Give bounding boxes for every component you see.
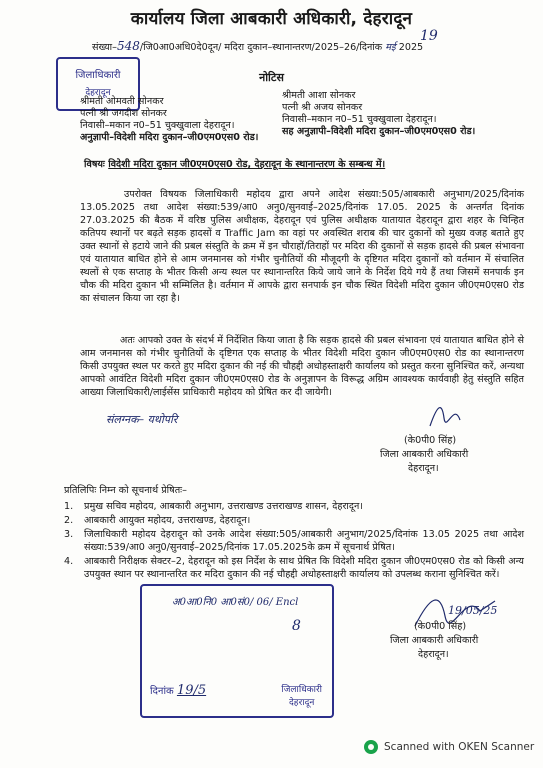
copy-item [64, 500, 524, 513]
sign2-name: (के0पी0 सिंह) [414, 621, 467, 632]
receipt-office-line1: जिलाधिकारी [281, 685, 322, 695]
recipient-right [282, 90, 532, 138]
recipient-left-license: अनुज्ञापी–विदेशी मदिरा दुकान–जी0एम0एस0 रोड। [80, 132, 259, 143]
reference-line [92, 40, 532, 54]
copy-item-num: 4. [64, 556, 74, 567]
receipt-date-handwritten: 19/5 [176, 683, 207, 698]
subject-text: विदेशी मदिरा दुकान जी0एम0एस0 रोड, देहरादून के स्थानान्तरण के सम्बन्ध में। [108, 159, 386, 170]
copy-item-num: 1. [64, 501, 74, 512]
receipt-office-line2: देहरादून [289, 698, 315, 708]
sign2-date-handwritten: 19/05/25 [448, 604, 498, 617]
copy-item [64, 528, 524, 554]
subject-line [84, 158, 524, 171]
copy-item-text: आबकारी निरीक्षक सेक्टर–2, देहरादून को इस निर्देश के साथ प्रेषित कि विदेशी मदिरा दुकान जी0एम0एस0 रोड को किसी अन्य उपयुक्त स्थान पर स्थानान्तरित कर मदिरा दुकान की नई चौहद्दी अधोहस्ताक्षरी कार्यालय को उपलब्ध कराना सुनिश्चित करें। [84, 556, 524, 580]
subject-label: विषयः [84, 159, 105, 170]
recipient-right-husband: पत्नी श्री अजय सोनकर [282, 102, 363, 113]
ref-number-handwritten: 548 [116, 39, 140, 53]
body-paragraph-2: अतः आपको उक्त के संदर्भ में निर्देशित किया जाता है कि सड़क हादसे की प्रबल संभावना एवं यातायात बाधित होने से आम जनमानस को गंभीर चुनौतियों के दृष्टिगत एक सप्ताह के भीतर विदेशी मदिरा दुकान जी0एम0एस0 रोड का स्थानान्तरण किसी उपयुक्त स्थल पर करते हुए मदिरा दुकान की नई की चौहद्दी अधोहस्ताक्षरी कार्यालय को प्रस्तुत करना सुनिश्चित करें, अन्यथा आपको आवंटित विदेशी मदिरा दुकान जी0एम0एस0 रोड के अनुज्ञापन के विरूद्ध अग्रिम आवश्यक कार्यवाही हेतु संस्तुति सहित आख्या जिलाधिकारी/लाईसेंस प्राधिकारी महोदय को प्रेषित कर दी जायेगी। [80, 335, 524, 398]
recipient-left [80, 96, 280, 144]
notice-title: नोटिस [259, 71, 284, 84]
ref-middle: /जि0आ0अधि0दे0दून/ मदिरा दुकान–स्थानान्तरण/2025–26/दिनांक [139, 42, 383, 53]
sign2-place: देहरादून। [418, 649, 449, 660]
receipt-stamp-mid: 8 [292, 618, 301, 634]
copy-to-heading: प्रतिलिपिः निम्न को सूचनार्थ प्रेषितः– [64, 485, 187, 496]
signature-block-2 [390, 620, 530, 662]
copy-item-text: आबकारी आयुक्त महोदय, उत्तराखण्ड, देहरादून। [84, 515, 251, 526]
sign1-name: (के0पी0 सिंह) [404, 435, 457, 446]
copy-item [64, 555, 524, 581]
signature-block-1 [380, 434, 520, 476]
recipient-right-name: श्रीमती आशा सोनकर [282, 90, 356, 101]
receipt-date [150, 683, 206, 698]
recipient-left-address: निवासी–मकान न0–51 चुक्खुवाला देहरादून। [80, 120, 235, 131]
scanner-watermark [364, 740, 534, 754]
ref-month-handwritten: मई [385, 42, 396, 53]
recipient-left-name: श्रीमती ओमवती सोनकर [80, 96, 164, 107]
copy-item-num: 2. [64, 515, 74, 526]
scanner-logo-icon [364, 740, 378, 754]
stamp-line1: जिलाधिकारी [75, 70, 121, 81]
copy-item-text: प्रमुख सचिव महोदय, आबकारी अनुभाग, उत्तराखण्ड उत्तराखण्ड शासन, देहरादून। [84, 501, 363, 512]
sign2-designation: जिला आबकारी अधिकारी [390, 635, 479, 646]
copy-item-text: जिलाधिकारी महोदय देहरादून को उनके आदेश संख्या:505/आबकारी अनुभाग/2025/दिनांक 13.05 2025 तथा आदेश संख्या:539/आ0 अनु0/सुनवाई–2025/दिनांक 17.05.2025के क्रम में सूचनार्थ प्रेषित। [84, 529, 524, 553]
receipt-stamp [140, 584, 334, 718]
copy-to-list [64, 500, 524, 581]
stamp-line2: देहरादून [85, 88, 111, 98]
body-paragraph-1: उपरोक्त विषयक जिलाधिकारी महोदय द्वारा अपने आदेश संख्या:505/आबकारी अनुभाग/2025/दिनांक 13.05.2025 तथा आदेश संख्या:539/आ0 अनु0/सुनवाई–2025/दिनांक 17.05. 2025 के अन्तर्गत दिनांक 27.03.2025 की बैठक में वरिष्ठ पुलिस अधीक्षक, देहरादून एवं पुलिस अधीक्षक यातायात देहरादून द्वारा शहर के चिन्हित कतिपय स्थानों पर बढ़ते सड़क हादसों व Traffic Jam का वहां पर अवस्थित शराब की चार दुकानों को मुख्य वजह बताते हुए उक्त स्थानों से हटाये जाने की प्रबल संस्तुति के क्रम में इन चौराहों/तिराहों पर मदिरा की दुकानों से सड़क हादसे की प्रबल संभावना एवं यातायात बाधित होने से आम जनमानस को गंभीर चुनौतियों की मौजूदगी के दृष्टिगत मदिरा दुकानों को वर्तमान में संचालित स्थलों से एक सप्ताह के भीतर किसी अन्य स्थल पर स्थानान्तरित किये जाये जाने के निर्देश दिये गये हैं तथा जिसमें सनपार्क इन चौक की मदिरा दुकान भी सम्मिलित है। वर्तमान में आपके द्वारा सनपार्क इन चौक स्थित विदेशी मदिरा दुकान जी0एम0एस0 रोड का संचालन किया जा रहा है। [80, 189, 524, 304]
receipt-date-label: दिनांक [150, 686, 174, 697]
copy-item [64, 514, 524, 527]
recipient-right-license: सह अनुज्ञापी–विदेशी मदिरा दुकान–जी0एम0एस0 रोड। [282, 126, 476, 137]
receipt-office [281, 682, 322, 708]
recipient-left-husband: पत्नी श्री जगदीश सोनकर [80, 108, 167, 119]
receipt-stamp-top: अ0आ0नि0 आ0सं0/ 06/ Encl [172, 597, 299, 608]
recipient-right-address: निवासी–मकान न0–51 चुक्खुवाला देहरादून। [282, 114, 437, 125]
copy-item-num: 3. [64, 529, 74, 540]
scanner-label: Scanned with OKEN Scanner [384, 741, 535, 753]
ref-year: 2025 [398, 42, 424, 53]
sign1-designation: जिला आबकारी अधिकारी [380, 449, 469, 460]
sign1-place: देहरादून। [408, 463, 439, 474]
office-title: कार्यालय जिला आबकारी अधिकारी, देहरादून [130, 9, 413, 29]
signature-1 [420, 398, 480, 428]
ref-prefix: संख्या– [92, 42, 117, 53]
enclosure-handwritten: संलग्नक– यथोपरि [106, 413, 178, 426]
ref-day-handwritten: 19 [420, 28, 438, 44]
